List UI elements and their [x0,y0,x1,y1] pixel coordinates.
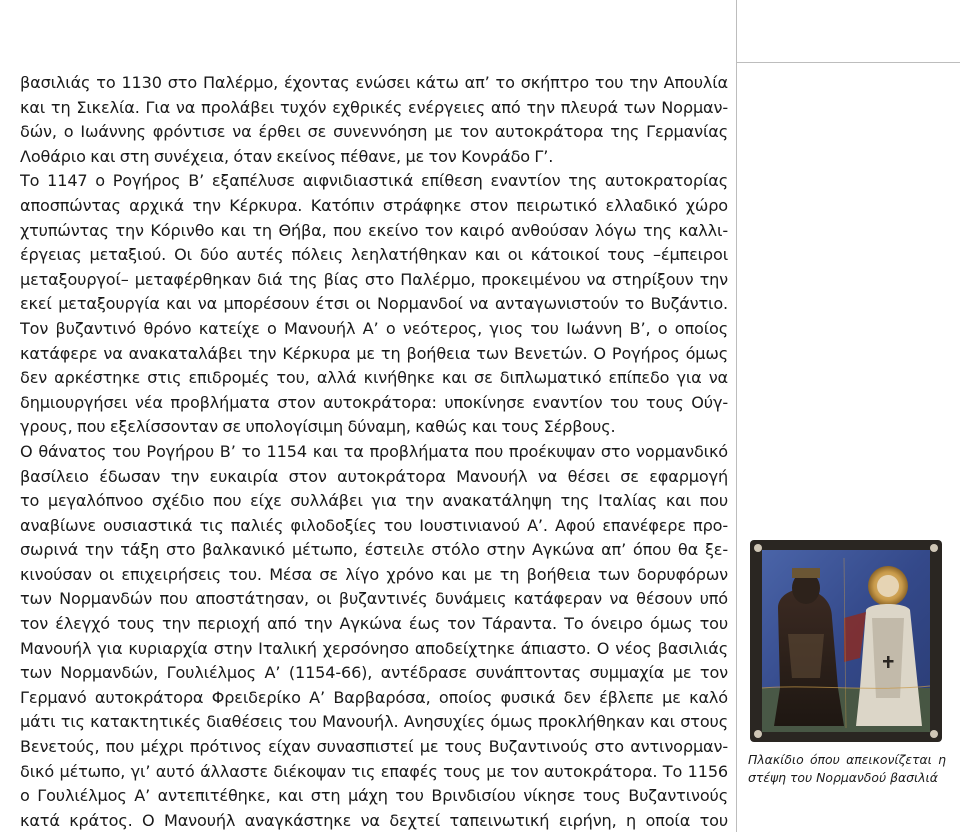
text-line: μάτι τις κατακτητικές διαθέσεις του Μανουήλ. Ανησυχίες όμως προκλήθηκαν και στους [20,712,728,732]
caption-line: στέψη του Νορμανδού βασιλιά [748,770,938,786]
text-line: Το 1147 ο Ρογήρος Β’ εξαπέλυσε αιφνιδιαστικά επίθεση εναντίον της αυτοκρατορίας [20,171,728,191]
rivet-hole-icon [930,544,938,552]
text-line: δών, ο Ιωάννης φρόντισε να έρθει σε συνεννόηση με τον αυτοκράτορα της Γερμανίας [20,122,728,142]
text-line: Βενετούς, που μέχρι πρότινος είχαν συνασπιστεί με τους Βυζαντινούς στο αντινορμαν- [20,737,728,757]
caption-line: Πλακίδιο όπου απεικονίζεται η [748,752,946,767]
margin-divider-horizontal [736,62,960,63]
text-line: αποσπώντας αρχικά την Κέρκυρα. Κατόπιν στράφηκε στον πειρωτικό ελλαδικό χώρο [20,195,728,215]
figure-caption [748,751,946,787]
text-line: Μανουήλ για κυριαρχία στην Ιταλική χερσόνησο αποδείχτηκε άπιαστο. Ο νέος βασιλιάς [20,638,728,658]
text-line: τον έλεγχό τους την περιοχή από την Αγκώνα έως τον Τάραντα. Το όνειρο όμως του [20,614,728,634]
rivet-hole-icon [930,730,938,738]
text-line: Λοθάριο και στη συνέχεια, όταν εκείνος πέθανε, με τον Κονράδο Γ’. [20,146,554,166]
text-line: κατάφερε να ανακαταλάβει την Κέρκυρα με τη βοήθεια των Βενετών. Ο Ρογήρος όμως [20,343,728,363]
text-line: κινούσαν οι επιχειρήσεις του. Μέσα σε λίγο χρόνο και με τη βοήθεια των δορυφόρων [20,564,728,584]
column-divider-vertical [736,0,737,832]
rivet-hole-icon [754,730,762,738]
text-line: Γερμανό αυτοκράτορα Φρειδερίκο Α’ Βαρβαρόσα, οποίος φυσικά δεν έβλεπε με καλό [20,687,728,707]
text-line: γρους, που εξελίσσονταν σε υπολογίσιμη δύναμη, καθώς και τους Σέρβους. [20,417,616,437]
text-line: μεταξουργοί– μεταφέρθηκαν διά της βίας στο Παλέρμο, προκειμένου να στηρίξουν την [20,269,728,289]
text-line: των Νορμανδών που αποστάτησαν, οι βυζαντινές δυνάμεις κατάφεραν να θέσουν υπό [20,589,728,609]
text-line: Ο θάνατος του Ρογήρου Β’ το 1154 και τα προβλήματα που προέκυψαν στο νορμανδικό [20,441,728,461]
crown-icon [792,568,820,578]
text-line: δημιουργήσει νέα προβλήματα στον αυτοκράτορα: υποκίνησε εναντίον του τους Ούγ- [20,392,728,412]
rivet-hole-icon [754,544,762,552]
text-line: εκεί μεταξουργία και να μπορέσουν έτσι οι Νορμανδοί να ανταγωνιστούν το Βυζάντιο. [20,294,728,314]
text-line: κατά κράτος. Ο Μανουήλ αναγκάστηκε να δεχτεί ταπεινωτική ειρήνη, η οποία του [20,810,728,830]
saint-face [877,575,899,597]
text-line: το μεγαλόπνοο σχέδιο που είχε συλλάβει για την ανακατάληψη της Ιταλίας και που [20,491,728,511]
main-text-column [20,71,728,833]
text-line: βασιλιάς το 1130 στο Παλέρμο, έχοντας ενώσει κάτω απ’ το σκήπτρο του την Απουλία [20,73,728,92]
text-line: χτυπώντας την Κόρινθο και τη Θήβα, που εκείνο τον καιρό ανθούσαν λόγω της καλλι- [20,220,728,240]
text-line: σωρινά την τάξη στο βαλκανικό μέτωπο, έστειλε στόλο στην Αγκώνα απ’ όπου θα ξε- [20,540,728,560]
king-robe-panel [788,634,824,678]
text-line: έργειας μεταξιού. Οι δύο αυτές πόλεις λεηλατήθηκαν και οι κάτοικοί τους –έμπειροι [20,245,728,265]
enamel-plaque-figure [748,538,944,744]
plaque-image [748,538,944,744]
text-line: Τον βυζαντινό θρόνο κατείχε ο Μανουήλ Α’ ο νεότερος, γιος του Ιωάννη Β’, ο οποίος [20,318,728,338]
text-line: αναβίωνε ουσιαστικά τις παλιές φιλοδοξίες του Ιουστινιανού Α’. Αφού επανέφερε προ- [20,515,728,535]
text-line: δικό μέτωπο, γι’ αυτό άλλαστε διέκοψαν τις επαφές τους με τον αυτοκράτορα. Το 1156 [20,761,728,781]
text-line: βασίλειο έδωσαν την ευκαιρία στον αυτοκράτορα Μανουήλ να θέσει σε εφαρμογή [20,466,728,486]
text-line: δεν αρκέστηκε στις επιδρομές του, αλλά κινήθηκε και σε διπλωματικό επίπεδο για να [20,368,728,388]
text-line: ο Γουλιέλμος Α’ αντεπιτέθηκε, και στη μάχη του Βρινδισίου νίκησε τους Βυζαντινούς [20,786,728,806]
text-line: και τη Σικελία. Για να προλάβει τυχόν εχθρικές ενέργειες από την πλευρά των Νορμαν- [20,97,728,117]
text-line: των Νορμανδών, Γουλιέλμος Α’ (1154-66), αντέδρασε συνάπτοντας συμμαχία με τον [20,663,728,683]
